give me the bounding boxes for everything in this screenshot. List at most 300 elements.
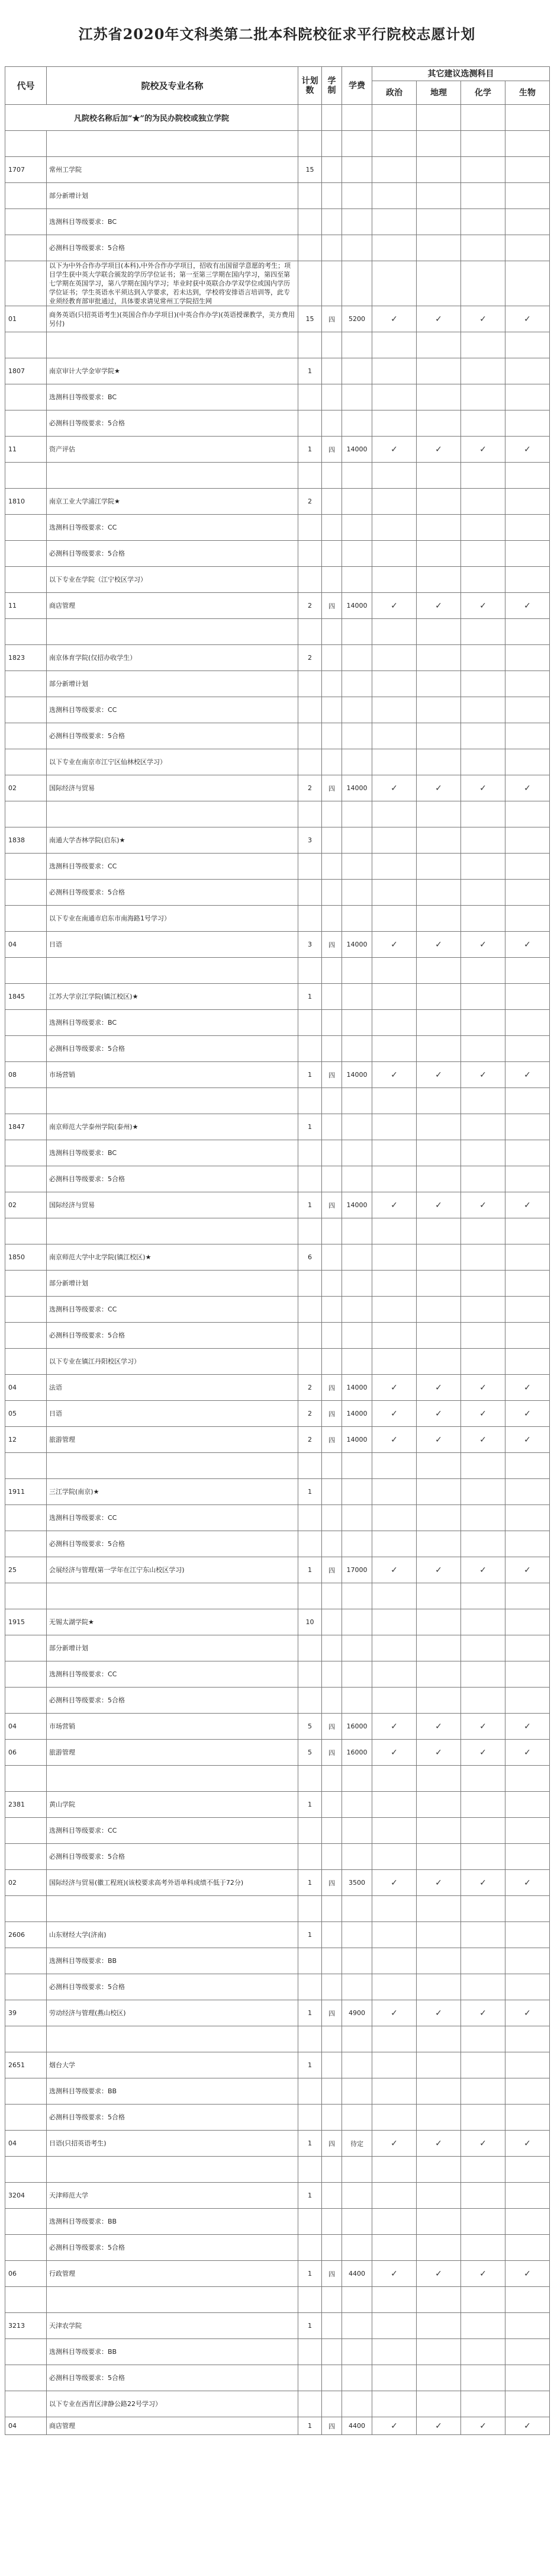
- cell-biology: [505, 410, 550, 437]
- cell-chemistry: [461, 1479, 505, 1505]
- cell-chemistry-check-icon: ✓: [461, 1427, 505, 1453]
- cell-plan: [298, 723, 322, 749]
- cell-fee: 14000: [342, 1401, 372, 1427]
- cell-code: 1845: [5, 984, 47, 1010]
- cell-plan: [298, 1349, 322, 1375]
- cell-geography: [417, 671, 461, 697]
- cell-politics: [372, 1166, 417, 1192]
- cell-geography: [417, 261, 461, 306]
- cell-politics-check-icon: ✓: [372, 1062, 417, 1088]
- note-empty-cell: [322, 105, 342, 131]
- cell-plan: [298, 801, 322, 827]
- cell-name: 日语: [47, 932, 298, 958]
- table-row: [5, 306, 550, 332]
- cell-biology: [505, 1661, 550, 1688]
- cell-politics: [372, 1974, 417, 2000]
- cell-name: 选测科目等级要求：BC: [47, 1140, 298, 1166]
- cell-chemistry: [461, 1088, 505, 1114]
- cell-biology-check-icon: ✓: [505, 2261, 550, 2287]
- cell-biology: [505, 358, 550, 384]
- cell-biology: [505, 1140, 550, 1166]
- cell-politics: [372, 1844, 417, 1870]
- cell-politics: [372, 2052, 417, 2078]
- cell-geography: [417, 1453, 461, 1479]
- cell-duration: [322, 1349, 342, 1375]
- cell-name: 选测科目等级要求：CC: [47, 1818, 298, 1844]
- cell-duration: [322, 183, 342, 209]
- cell-geography: [417, 515, 461, 541]
- table-row: [5, 958, 550, 984]
- cell-plan: [298, 1661, 322, 1688]
- table-row: [5, 463, 550, 489]
- cell-politics: [372, 1609, 417, 1635]
- cell-fee: [342, 1609, 372, 1635]
- table-row: [5, 1114, 550, 1140]
- cell-code: [5, 619, 47, 645]
- cell-politics: [372, 1635, 417, 1661]
- cell-code: [5, 541, 47, 567]
- cell-fee: 16000: [342, 1714, 372, 1740]
- table-row: [5, 567, 550, 593]
- table-row: [5, 697, 550, 723]
- cell-code: [5, 1531, 47, 1557]
- cell-politics: [372, 2209, 417, 2235]
- cell-geography-check-icon: ✓: [417, 1714, 461, 1740]
- cell-duration: [322, 958, 342, 984]
- cell-duration: [322, 2026, 342, 2052]
- cell-geography: [417, 2313, 461, 2339]
- cell-biology: [505, 131, 550, 157]
- cell-code: [5, 1453, 47, 1479]
- cell-fee: [342, 1453, 372, 1479]
- table-row: [5, 437, 550, 463]
- cell-fee: [342, 2157, 372, 2183]
- cell-geography: [417, 567, 461, 593]
- cell-geography: [417, 880, 461, 906]
- cell-duration: [322, 410, 342, 437]
- cell-biology: [505, 515, 550, 541]
- cell-biology: [505, 209, 550, 235]
- cell-code: [5, 261, 47, 306]
- cell-politics: [372, 1661, 417, 1688]
- cell-name: 必测科目等级要求：5合格: [47, 1166, 298, 1192]
- cell-politics: [372, 645, 417, 671]
- table-row: [5, 541, 550, 567]
- cell-name: 以下专业在镇江丹阳校区学习）: [47, 1349, 298, 1375]
- cell-code: [5, 1583, 47, 1609]
- cell-politics-check-icon: ✓: [372, 775, 417, 801]
- cell-geography: [417, 1036, 461, 1062]
- cell-code: [5, 2209, 47, 2235]
- cell-fee: [342, 1036, 372, 1062]
- table-row: [5, 410, 550, 437]
- cell-geography: [417, 1010, 461, 1036]
- cell-duration: [322, 1453, 342, 1479]
- cell-fee: 16000: [342, 1740, 372, 1766]
- cell-code: [5, 131, 47, 157]
- cell-politics: [372, 157, 417, 183]
- cell-duration: [322, 358, 342, 384]
- cell-chemistry: [461, 1505, 505, 1531]
- cell-plan: 1: [298, 1192, 322, 1218]
- cell-duration: [322, 489, 342, 515]
- cell-duration: 四: [322, 437, 342, 463]
- cell-geography: [417, 2209, 461, 2235]
- cell-plan: [298, 2235, 322, 2261]
- cell-biology: [505, 235, 550, 261]
- cell-chemistry-check-icon: ✓: [461, 2131, 505, 2157]
- cell-code: 1810: [5, 489, 47, 515]
- cell-plan: 2: [298, 645, 322, 671]
- cell-politics-check-icon: ✓: [372, 1401, 417, 1427]
- cell-duration: [322, 2391, 342, 2417]
- cell-fee: [342, 157, 372, 183]
- cell-name: 部分新增计划: [47, 1271, 298, 1297]
- cell-geography: [417, 1349, 461, 1375]
- cell-fee: [342, 131, 372, 157]
- cell-chemistry: [461, 2183, 505, 2209]
- cell-fee: [342, 2365, 372, 2391]
- cell-name: 商务英语(只招英语考生)(英国合作办学项目)(中英合作办学)(英语授课教学，美方费用另付): [47, 306, 298, 332]
- cell-biology: [505, 489, 550, 515]
- header-politics: 政治: [372, 81, 417, 105]
- cell-biology: [505, 906, 550, 932]
- cell-plan: [298, 1088, 322, 1114]
- table-row: [5, 1323, 550, 1349]
- cell-biology: [505, 2235, 550, 2261]
- cell-duration: [322, 1661, 342, 1688]
- cell-chemistry: [461, 261, 505, 306]
- cell-name: 山东财经大学(济南): [47, 1922, 298, 1948]
- cell-fee: [342, 749, 372, 775]
- cell-biology-check-icon: ✓: [505, 437, 550, 463]
- cell-duration: 四: [322, 2131, 342, 2157]
- cell-biology: [505, 1505, 550, 1531]
- cell-politics: [372, 880, 417, 906]
- cell-biology: [505, 958, 550, 984]
- cell-name: 行政管理: [47, 2261, 298, 2287]
- cell-politics: [372, 1505, 417, 1531]
- cell-politics-check-icon: ✓: [372, 1714, 417, 1740]
- plan-table-body: [5, 131, 550, 2435]
- cell-plan: [298, 1453, 322, 1479]
- cell-fee: [342, 1792, 372, 1818]
- cell-biology: [505, 880, 550, 906]
- cell-duration: [322, 2078, 342, 2105]
- cell-biology: [505, 261, 550, 306]
- cell-plan: [298, 1010, 322, 1036]
- cell-politics-check-icon: ✓: [372, 1375, 417, 1401]
- cell-fee: [342, 1583, 372, 1609]
- cell-geography: [417, 645, 461, 671]
- cell-plan: [298, 2105, 322, 2131]
- cell-code: 06: [5, 1740, 47, 1766]
- cell-chemistry: [461, 1166, 505, 1192]
- cell-plan: [298, 410, 322, 437]
- cell-politics: [372, 1948, 417, 1974]
- cell-plan: [298, 541, 322, 567]
- cell-plan: [298, 235, 322, 261]
- cell-chemistry: [461, 2157, 505, 2183]
- cell-name: 选测科目等级要求：BB: [47, 1948, 298, 1974]
- note-empty-cell: [298, 105, 322, 131]
- cell-name: 无锡太湖学院★: [47, 1609, 298, 1635]
- cell-geography: [417, 2287, 461, 2313]
- cell-politics: [372, 515, 417, 541]
- cell-name: 部分新增计划: [47, 183, 298, 209]
- cell-plan: [298, 183, 322, 209]
- cell-plan: [298, 1948, 322, 1974]
- note-empty-cell: [372, 105, 417, 131]
- table-row: [5, 1740, 550, 1766]
- cell-duration: [322, 1635, 342, 1661]
- cell-politics: [372, 1818, 417, 1844]
- cell-code: [5, 2287, 47, 2313]
- cell-code: 2381: [5, 1792, 47, 1818]
- cell-name: 旅游管理: [47, 1740, 298, 1766]
- cell-duration: [322, 1010, 342, 1036]
- cell-name: 必测科目等级要求：5合格: [47, 1844, 298, 1870]
- cell-code: 04: [5, 2417, 47, 2435]
- cell-geography: [417, 1218, 461, 1244]
- table-row: [5, 183, 550, 209]
- cell-duration: 四: [322, 1714, 342, 1740]
- cell-biology: [505, 801, 550, 827]
- cell-plan: [298, 2078, 322, 2105]
- cell-geography: [417, 332, 461, 358]
- cell-duration: [322, 1505, 342, 1531]
- cell-name: 选测科目等级要求：BB: [47, 2339, 298, 2365]
- cell-name: 烟台大学: [47, 2052, 298, 2078]
- cell-politics-check-icon: ✓: [372, 306, 417, 332]
- cell-fee: [342, 2183, 372, 2209]
- cell-biology: [505, 1635, 550, 1661]
- cell-code: [5, 2339, 47, 2365]
- table-row: [5, 1453, 550, 1479]
- cell-code: [5, 567, 47, 593]
- cell-plan: [298, 2365, 322, 2391]
- cell-plan: 1: [298, 1792, 322, 1818]
- cell-chemistry: [461, 1583, 505, 1609]
- cell-biology: [505, 1088, 550, 1114]
- cell-name: 国际经济与贸易: [47, 775, 298, 801]
- cell-geography: [417, 1766, 461, 1792]
- cell-code: [5, 2391, 47, 2417]
- cell-duration: [322, 1792, 342, 1818]
- cell-plan: [298, 958, 322, 984]
- note-empty-cell: [461, 105, 505, 131]
- cell-code: [5, 697, 47, 723]
- table-row: [5, 2157, 550, 2183]
- table-row: [5, 1244, 550, 1271]
- cell-chemistry: [461, 1323, 505, 1349]
- cell-name: 选测科目等级要求：BB: [47, 2209, 298, 2235]
- table-row: [5, 1140, 550, 1166]
- cell-fee: [342, 410, 372, 437]
- table-row: [5, 723, 550, 749]
- cell-code: 06: [5, 2261, 47, 2287]
- table-row: [5, 384, 550, 410]
- cell-name: 选测科目等级要求：BC: [47, 384, 298, 410]
- cell-geography: [417, 1609, 461, 1635]
- cell-politics: [372, 697, 417, 723]
- cell-geography: [417, 827, 461, 854]
- cell-geography: [417, 1140, 461, 1166]
- table-row: [5, 1922, 550, 1948]
- cell-duration: [322, 541, 342, 567]
- cell-plan: 1: [298, 1870, 322, 1896]
- cell-chemistry-check-icon: ✓: [461, 932, 505, 958]
- cell-duration: 四: [322, 2261, 342, 2287]
- cell-code: [5, 463, 47, 489]
- cell-geography: [417, 235, 461, 261]
- cell-biology-check-icon: ✓: [505, 2000, 550, 2026]
- cell-plan: 2: [298, 1375, 322, 1401]
- table-row: [5, 801, 550, 827]
- cell-code: 04: [5, 1714, 47, 1740]
- cell-duration: 四: [322, 306, 342, 332]
- cell-chemistry: [461, 1349, 505, 1375]
- cell-biology-check-icon: ✓: [505, 1427, 550, 1453]
- table-row: [5, 593, 550, 619]
- cell-code: 1850: [5, 1244, 47, 1271]
- cell-politics: [372, 384, 417, 410]
- cell-name: 市场营销: [47, 1714, 298, 1740]
- cell-politics: [372, 2365, 417, 2391]
- table-row: [5, 2209, 550, 2235]
- cell-plan: 1: [298, 1114, 322, 1140]
- cell-name: 资产评估: [47, 437, 298, 463]
- cell-plan: [298, 1818, 322, 1844]
- cell-name: [47, 801, 298, 827]
- cell-plan: 1: [298, 984, 322, 1010]
- cell-fee: [342, 209, 372, 235]
- cell-biology-check-icon: ✓: [505, 1192, 550, 1218]
- cell-biology: [505, 1453, 550, 1479]
- cell-code: 11: [5, 593, 47, 619]
- cell-chemistry: [461, 697, 505, 723]
- cell-geography: [417, 906, 461, 932]
- cell-biology: [505, 1479, 550, 1505]
- cell-biology: [505, 1036, 550, 1062]
- cell-fee: [342, 1218, 372, 1244]
- cell-biology: [505, 2313, 550, 2339]
- cell-fee: [342, 1974, 372, 2000]
- cell-duration: [322, 1688, 342, 1714]
- cell-duration: [322, 1297, 342, 1323]
- cell-politics: [372, 801, 417, 827]
- cell-name: 国际经济与贸易: [47, 1192, 298, 1218]
- cell-plan: [298, 1505, 322, 1531]
- cell-politics: [372, 854, 417, 880]
- cell-politics: [372, 1218, 417, 1244]
- cell-name: 选测科目等级要求：CC: [47, 854, 298, 880]
- cell-geography: [417, 1505, 461, 1531]
- cell-duration: [322, 1896, 342, 1922]
- cell-politics: [372, 1114, 417, 1140]
- cell-geography: [417, 1688, 461, 1714]
- table-row: [5, 2052, 550, 2078]
- cell-code: 2651: [5, 2052, 47, 2078]
- cell-plan: [298, 1688, 322, 1714]
- cell-code: [5, 2078, 47, 2105]
- cell-fee: [342, 2235, 372, 2261]
- cell-plan: [298, 1323, 322, 1349]
- cell-plan: 1: [298, 2261, 322, 2287]
- cell-name: 国际经济与贸易(徽工程班)(该校要求高考外语单科成绩不低于72分): [47, 1870, 298, 1896]
- cell-geography: [417, 1271, 461, 1297]
- cell-biology-check-icon: ✓: [505, 1062, 550, 1088]
- cell-politics: [372, 619, 417, 645]
- cell-plan: [298, 906, 322, 932]
- cell-chemistry: [461, 619, 505, 645]
- table-row: [5, 2261, 550, 2287]
- cell-plan: 1: [298, 1062, 322, 1088]
- cell-politics: [372, 2157, 417, 2183]
- table-row: [5, 1271, 550, 1297]
- cell-name: 会展经济与管理(第一学年在江宁东山校区学习): [47, 1557, 298, 1583]
- cell-duration: [322, 1088, 342, 1114]
- cell-fee: [342, 2391, 372, 2417]
- cell-fee: 3500: [342, 1870, 372, 1896]
- cell-plan: [298, 1140, 322, 1166]
- cell-chemistry: [461, 984, 505, 1010]
- cell-plan: [298, 2157, 322, 2183]
- table-row: [5, 827, 550, 854]
- cell-biology: [505, 157, 550, 183]
- cell-chemistry: [461, 1114, 505, 1140]
- cell-duration: 四: [322, 1062, 342, 1088]
- cell-geography: [417, 1896, 461, 1922]
- cell-fee: [342, 1661, 372, 1688]
- cell-chemistry: [461, 1688, 505, 1714]
- cell-biology: [505, 1349, 550, 1375]
- cell-politics: [372, 1531, 417, 1557]
- cell-fee: [342, 645, 372, 671]
- cell-chemistry: [461, 1896, 505, 1922]
- cell-code: 11: [5, 437, 47, 463]
- cell-chemistry: [461, 1948, 505, 1974]
- cell-biology: [505, 463, 550, 489]
- cell-duration: [322, 515, 342, 541]
- cell-fee: [342, 906, 372, 932]
- cell-code: 04: [5, 1375, 47, 1401]
- cell-biology: [505, 1271, 550, 1297]
- cell-code: 05: [5, 1401, 47, 1427]
- cell-fee: [342, 567, 372, 593]
- cell-politics: [372, 958, 417, 984]
- cell-chemistry: [461, 463, 505, 489]
- cell-duration: [322, 2183, 342, 2209]
- cell-code: [5, 183, 47, 209]
- cell-name: 南京师范大学泰州学院(泰州)★: [47, 1114, 298, 1140]
- cell-name: 法语: [47, 1375, 298, 1401]
- cell-duration: [322, 619, 342, 645]
- table-row: [5, 749, 550, 775]
- cell-code: [5, 2105, 47, 2131]
- cell-geography-check-icon: ✓: [417, 932, 461, 958]
- cell-biology: [505, 567, 550, 593]
- cell-chemistry: [461, 1818, 505, 1844]
- cell-politics: [372, 1583, 417, 1609]
- cell-duration: 四: [322, 1740, 342, 1766]
- cell-name: 选测科目等级要求：CC: [47, 1505, 298, 1531]
- cell-code: [5, 332, 47, 358]
- table-row: [5, 1531, 550, 1557]
- cell-duration: [322, 2365, 342, 2391]
- cell-plan: 15: [298, 306, 322, 332]
- cell-geography: [417, 2183, 461, 2209]
